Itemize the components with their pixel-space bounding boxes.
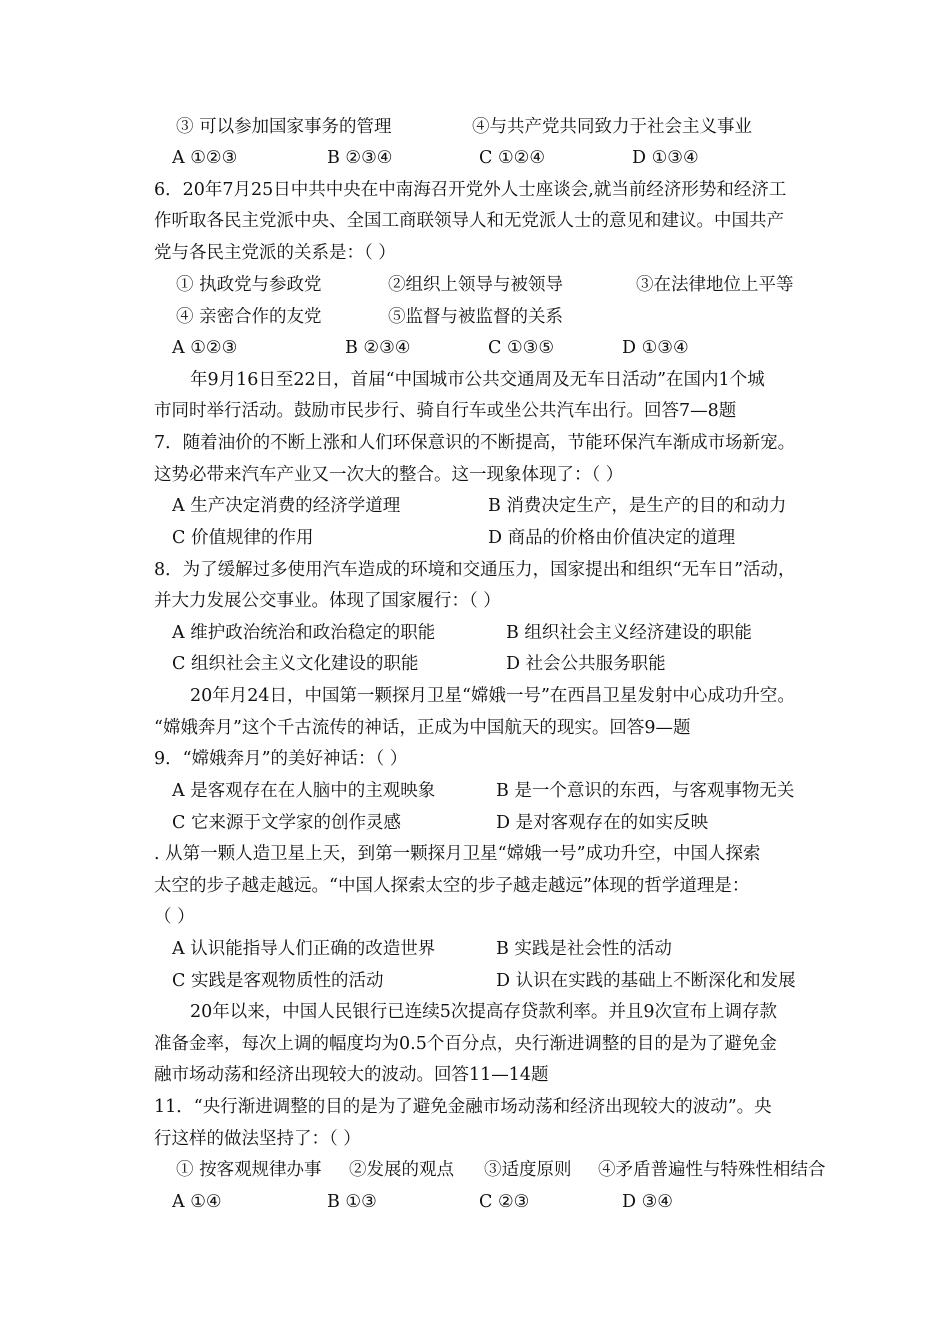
text-segment: A 生产决定消费的经济学道理	[172, 496, 401, 516]
text-line	[0, 206, 950, 237]
text-segment: D ①③④	[632, 148, 699, 168]
text-segment: D 是对客观存在的如实反映	[496, 813, 709, 833]
text-segment: B ①③	[327, 1192, 377, 1212]
text-segment: 6．20年7月25日中共中央在中南海召开党外人士座谈会,就当前经济形势和经济工	[154, 180, 787, 200]
text-segment: A 维护政治统治和政治稳定的职能	[172, 623, 436, 643]
text-line	[0, 1060, 950, 1091]
text-segment: ②发展的观点	[349, 1160, 454, 1180]
text-line	[0, 523, 950, 554]
text-segment: B ②③④	[345, 338, 411, 358]
text-segment: C 实践是客观物质性的活动	[172, 971, 384, 991]
text-segment: 融市场动荡和经济出现较大的波动。回答11—14题	[154, 1065, 549, 1085]
text-line	[0, 365, 950, 396]
text-line	[0, 1155, 950, 1186]
text-line	[0, 871, 950, 902]
text-segment: A ①②③	[172, 148, 238, 168]
text-segment: 11．“央行渐进调整的目的是为了避免金融市场动荡和经济出现较大的波动”。央	[154, 1097, 772, 1117]
text-segment: A 认识能指导人们正确的改造世界	[172, 939, 436, 959]
text-line	[0, 112, 950, 143]
text-line	[0, 555, 950, 586]
text-line	[0, 460, 950, 491]
text-line	[0, 333, 950, 364]
text-segment: 党与各民主党派的关系是：（ ）	[154, 243, 396, 263]
text-segment: . 从第一颗人造卫星上天，到第一颗探月卫星“嫦娥一号”成功升空，中国人探索	[154, 844, 761, 864]
text-segment: 8．为了缓解过多使用汽车造成的环境和交通压力，国家提出和组织“无车日”活动，	[154, 560, 796, 580]
text-segment: ③在法律地位上平等	[636, 275, 794, 295]
text-line	[0, 997, 950, 1028]
text-segment: D 社会公共服务职能	[506, 654, 666, 674]
text-segment: 9．“嫦娥奔月”的美好神话：（ ）	[154, 749, 408, 769]
text-segment: 作听取各民主党派中央、全国工商联领导人和无党派人士的意见和建议。中国共产	[154, 211, 784, 231]
text-line	[0, 808, 950, 839]
text-segment: ① 执政党与参政党	[176, 275, 322, 295]
text-segment: ③ 可以参加国家事务的管理	[176, 117, 392, 137]
text-segment: 并大力发展公交事业。体现了国家履行：（ ）	[154, 591, 501, 611]
text-line	[0, 1187, 950, 1218]
text-line	[0, 681, 950, 712]
text-segment: 20年以来，中国人民银行已连续5次提高存贷款利率。并且9次宣布上调存款	[190, 1002, 778, 1022]
text-line	[0, 649, 950, 680]
text-line	[0, 934, 950, 965]
text-line	[0, 586, 950, 617]
text-segment: 准备金率，每次上调的幅度均为0.5个百分点，央行渐进调整的目的是为了避免金	[154, 1034, 777, 1054]
text-segment: ③适度原则	[484, 1160, 572, 1180]
text-line	[0, 396, 950, 427]
text-segment: B 消费决定生产，是生产的目的和动力	[488, 496, 787, 516]
text-line	[0, 1029, 950, 1060]
text-segment: C 它来源于文学家的创作灵感	[172, 813, 401, 833]
text-segment: B ②③④	[327, 148, 393, 168]
text-segment: 行这样的做法坚持了：（ ）	[154, 1129, 361, 1149]
text-segment: D 认识在实践的基础上不断深化和发展	[496, 971, 796, 991]
text-segment: B 实践是社会性的活动	[496, 939, 672, 959]
text-segment: D ①③④	[622, 338, 689, 358]
text-line	[0, 491, 950, 522]
text-line	[0, 618, 950, 649]
text-line	[0, 428, 950, 459]
text-line	[0, 302, 950, 333]
text-segment: ④与共产党共同致力于社会主义事业	[472, 117, 752, 137]
text-segment: C 组织社会主义文化建设的职能	[172, 654, 419, 674]
text-line	[0, 966, 950, 997]
text-line	[0, 744, 950, 775]
text-segment: C ①②④	[479, 148, 546, 168]
text-segment: D ③④	[622, 1192, 673, 1212]
text-segment: 年9月16日至22日，首届“中国城市公共交通周及无车日活动”在国内1个城	[190, 370, 765, 390]
text-segment: （ ）	[154, 907, 195, 927]
text-segment: C ②③	[479, 1192, 530, 1212]
text-line	[0, 143, 950, 174]
text-segment: 7．随着油价的不断上涨和人们环保意识的不断提高，节能环保汽车渐成市场新宠。	[154, 433, 796, 453]
text-line	[0, 713, 950, 744]
text-segment: ① 按客观规律办事	[176, 1160, 322, 1180]
text-segment: 20年月24日，中国第一颗探月卫星“嫦娥一号”在西昌卫星发射中心成功升空。	[190, 686, 795, 706]
text-segment: ④ 亲密合作的友党	[176, 307, 322, 327]
text-segment: A ①②③	[172, 338, 238, 358]
text-line	[0, 776, 950, 807]
text-segment: D 商品的价格由价值决定的道理	[488, 528, 736, 548]
text-segment: B 是一个意识的东西，与客观事物无关	[496, 781, 795, 801]
text-segment: ⑤监督与被监督的关系	[388, 307, 563, 327]
text-line	[0, 270, 950, 301]
text-segment: 这势必带来汽车产业又一次大的整合。这一现象体现了：（ ）	[154, 465, 624, 485]
text-segment: “嫦娥奔月”这个千古流传的神话，正成为中国航天的现实。回答9—题	[154, 718, 691, 738]
text-line	[0, 175, 950, 206]
text-segment: C 价值规律的作用	[172, 528, 314, 548]
text-line	[0, 1124, 950, 1155]
text-segment: ②组织上领导与被领导	[388, 275, 563, 295]
text-segment: B 组织社会主义经济建设的职能	[506, 623, 752, 643]
text-segment: ④矛盾普遍性与特殊性相结合	[598, 1160, 826, 1180]
text-segment: A 是客观存在在人脑中的主观映象	[172, 781, 436, 801]
text-line	[0, 839, 950, 870]
text-line	[0, 902, 950, 933]
text-segment: 太空的步子越走越远。“中国人探索太空的步子越走越远”体现的哲学道理是：	[154, 876, 750, 896]
text-segment: C ①③⑤	[488, 338, 555, 358]
text-line	[0, 1092, 950, 1123]
text-segment: 市同时举行活动。鼓励市民步行、骑自行车或坐公共汽车出行。回答7—8题	[154, 401, 737, 421]
text-segment: A ①④	[172, 1192, 222, 1212]
text-line	[0, 238, 950, 269]
